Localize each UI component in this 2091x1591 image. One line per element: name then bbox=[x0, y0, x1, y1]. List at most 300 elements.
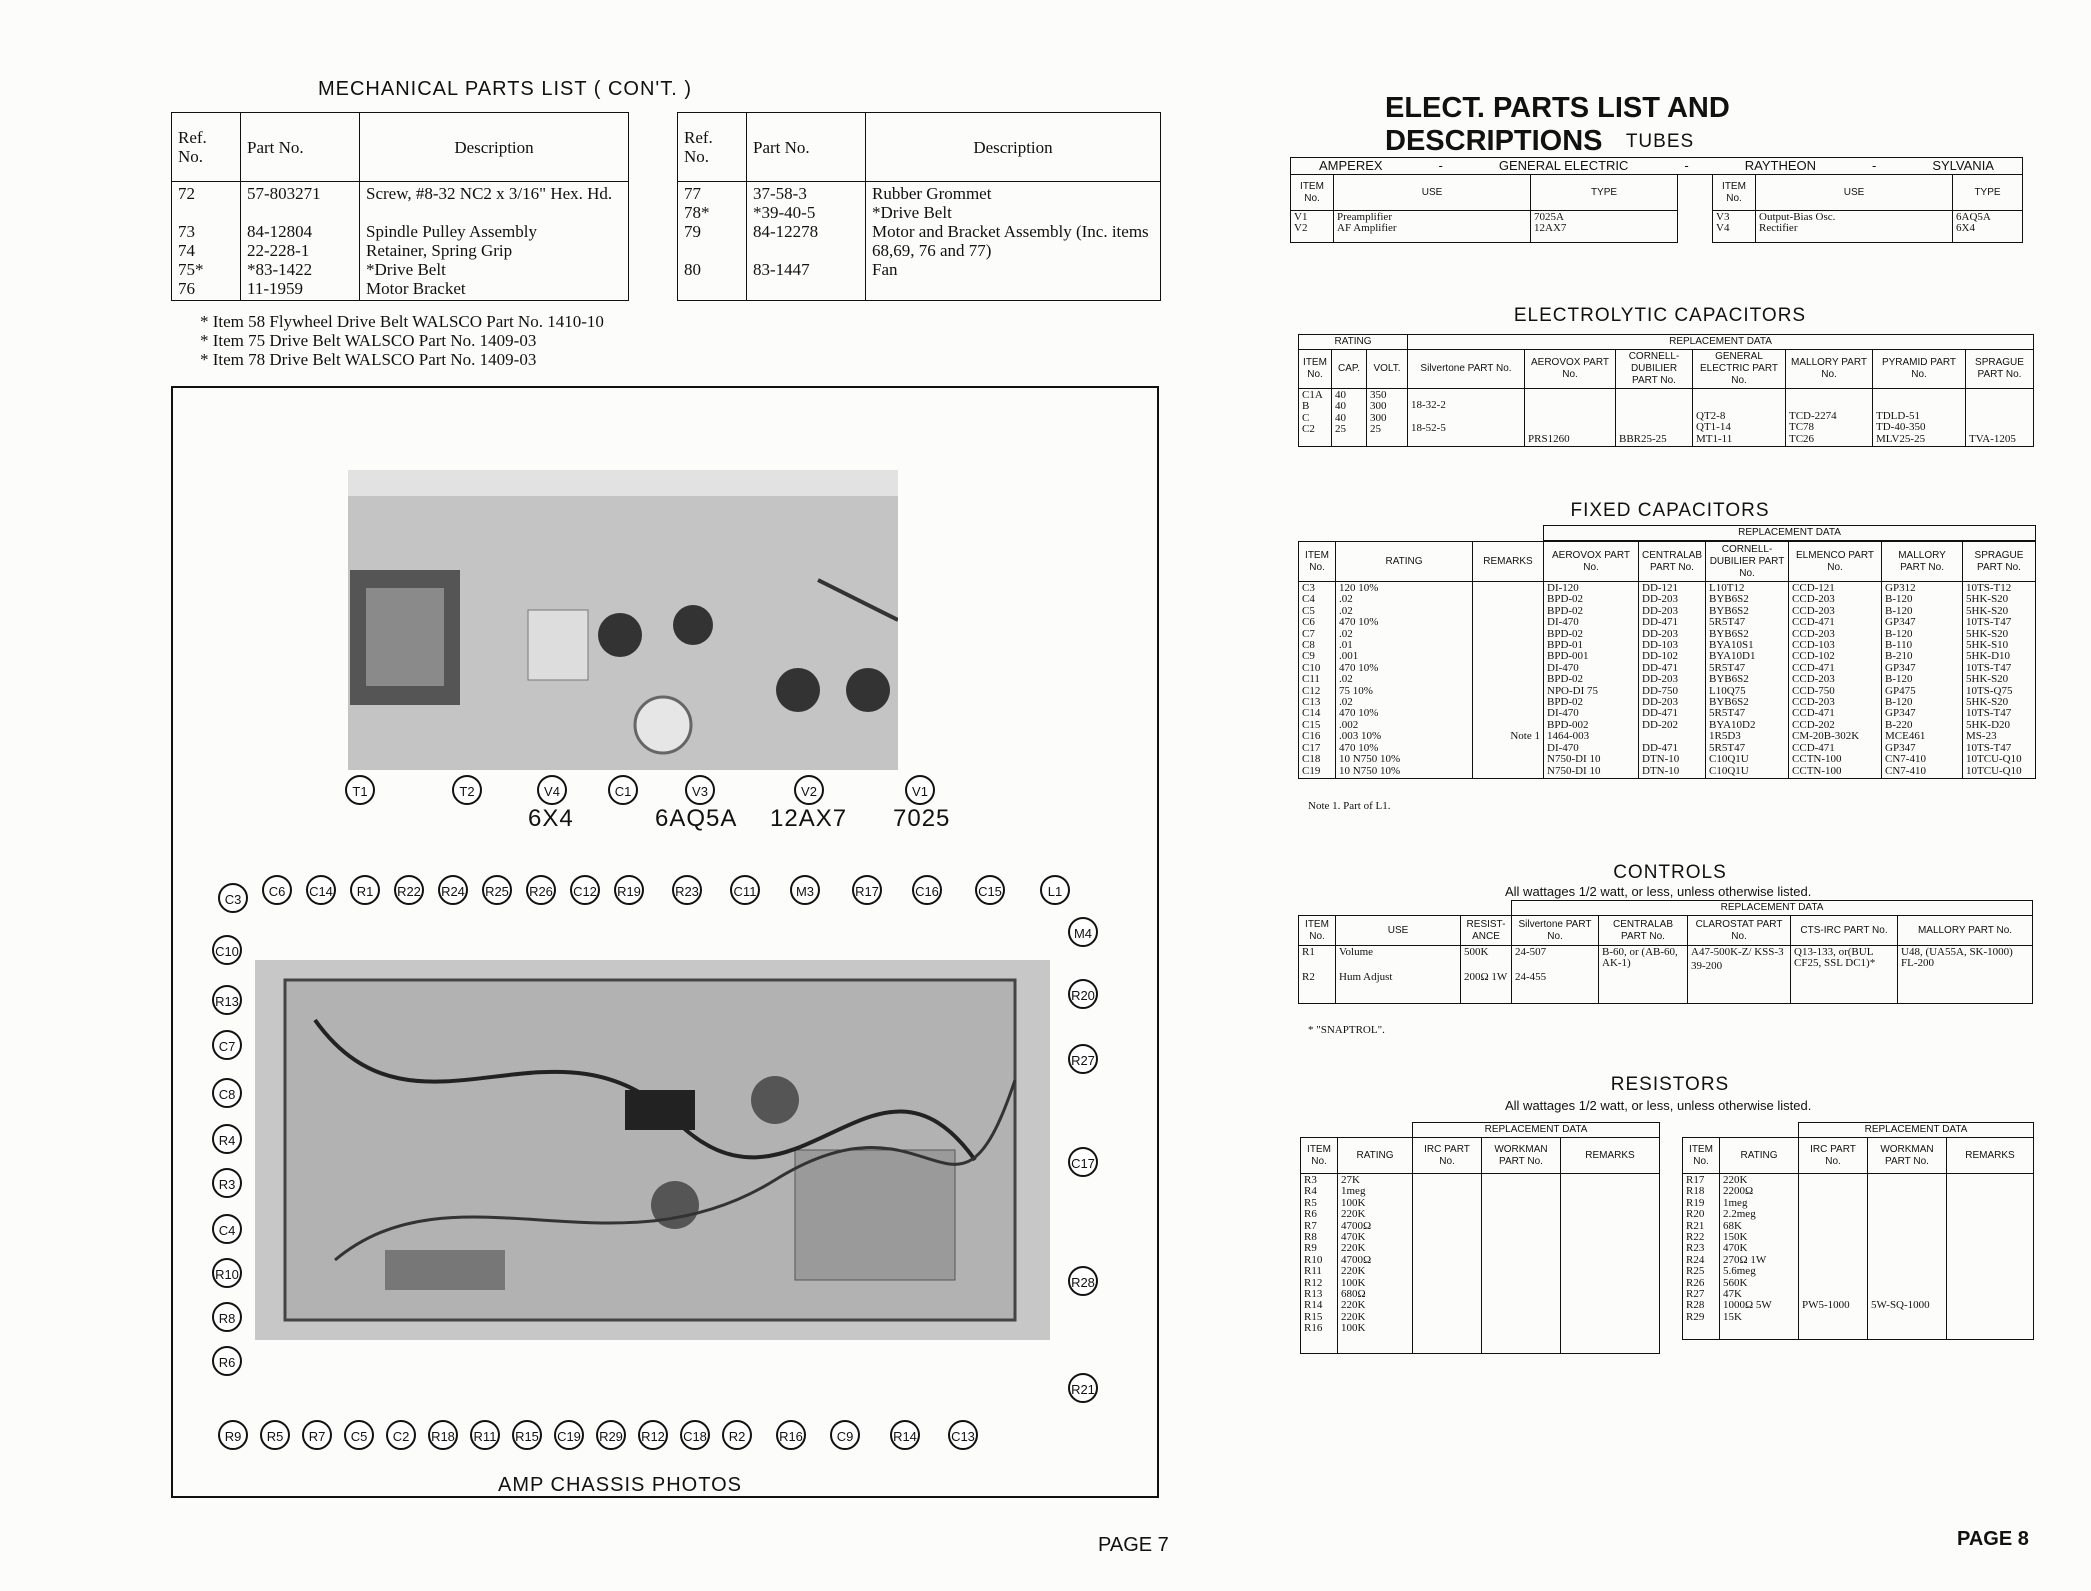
fixed-cell: C10 bbox=[1302, 661, 1321, 674]
resistor-rating: 680Ω bbox=[1341, 1288, 1366, 1301]
resistor-item: R5 bbox=[1304, 1196, 1317, 1209]
elect-main-title: ELECT. PARTS LIST AND DESCRIPTIONS bbox=[1385, 92, 1730, 157]
resistor-cell: 270Ω 1W bbox=[1723, 1253, 1767, 1266]
fixed-cell: 5HK-S20 bbox=[1966, 627, 2009, 640]
fixed-cell: B-210 bbox=[1885, 650, 1913, 663]
resistor-item: R8 bbox=[1304, 1231, 1317, 1244]
fixed-cell: C11 bbox=[1302, 673, 1320, 686]
header-part: Part No. bbox=[241, 113, 360, 182]
callout-C2: C2 bbox=[386, 1420, 416, 1450]
fixed-cell: DI-470 bbox=[1547, 741, 1579, 754]
resistor-item: R12 bbox=[1304, 1276, 1323, 1289]
callout-R23: R23 bbox=[672, 875, 702, 905]
resistor-rating: 1meg bbox=[1341, 1185, 1366, 1198]
fixed-cell: DD-203 bbox=[1642, 627, 1679, 640]
fixed-cell bbox=[1476, 743, 1540, 754]
resistor-cell: R24 bbox=[1686, 1253, 1705, 1266]
resistors-right-irc bbox=[1799, 1174, 1868, 1340]
fixed-cell: 5HK-S10 bbox=[1966, 639, 2009, 652]
tube-6AQ5A: 6AQ5A bbox=[655, 805, 738, 832]
resistor-rating: 220K bbox=[1341, 1208, 1366, 1221]
resistor-cell: R21 bbox=[1686, 1219, 1705, 1232]
fixed-cell: NPO-DI 75 bbox=[1547, 684, 1599, 697]
fixed-cell: C14 bbox=[1302, 707, 1321, 720]
header-ref-2: Ref. No. bbox=[678, 113, 747, 182]
fixed-cell bbox=[1476, 594, 1540, 605]
fixed-cell: C8 bbox=[1302, 639, 1315, 652]
fixed-cell: GP347 bbox=[1885, 707, 1916, 720]
callout-R21: R21 bbox=[1068, 1373, 1098, 1403]
resistors-right-table: REPLACEMENT DATA ITEM No. RATING IRC PART No. WORKMAN PART No. REMARKS R17 R18 R19 R20 R21 R22 R23 R24 R25 R26 R27 R28 R29 220K 2200Ω 1meg 2.2meg 68K 150K 470K 270Ω 1W 5.6meg 560K 47K 1000Ω 5W 15K PW5-1000 5W-SQ-1000 bbox=[1682, 1122, 2034, 1340]
fixed-cell: DI-470 bbox=[1547, 616, 1579, 629]
fixed-cell: DI-470 bbox=[1547, 661, 1579, 674]
callout-T2: T2 bbox=[452, 775, 482, 805]
chassis-bottom-drawing bbox=[255, 960, 1050, 1340]
callout-V2: V2 bbox=[794, 775, 824, 805]
resistor-cell: R18 bbox=[1686, 1185, 1705, 1198]
resistors-title: RESISTORS bbox=[1610, 1074, 1730, 1095]
mech-left-parts: 57-803271 84-12804 22-228-1 *83-1422 11-1959 bbox=[241, 182, 360, 301]
resistor-cell: R27 bbox=[1686, 1288, 1705, 1301]
resistor-cell: 150K bbox=[1723, 1231, 1748, 1244]
resistor-cell bbox=[1802, 1175, 1864, 1186]
resistor-rating: 220K bbox=[1341, 1299, 1366, 1312]
resistor-rating: 220K bbox=[1341, 1265, 1366, 1278]
fixed-cell: DD-471 bbox=[1642, 661, 1679, 674]
fixed-cell: DD-203 bbox=[1642, 593, 1679, 606]
callout-C8: C8 bbox=[212, 1078, 242, 1108]
fixed-cell: DI-470 bbox=[1547, 707, 1579, 720]
resistor-cell: R23 bbox=[1686, 1242, 1705, 1255]
fixed-cell: 5HK-D10 bbox=[1966, 650, 2011, 663]
mech-title: MECHANICAL PARTS LIST ( CON'T. ) bbox=[317, 78, 693, 100]
fixed-cell: C10Q1U bbox=[1709, 753, 1749, 766]
header-ref: Ref. No. bbox=[172, 113, 241, 182]
fixed-cell: BYA10D1 bbox=[1709, 650, 1756, 663]
electrolytic-table: RATING REPLACEMENT DATA ITEM No. CAP. VOLT. Silvertone PART No. AEROVOX PART No. CORNELL-DUBILIER PART No. GENERAL ELECTRIC PART No. MALLORY PART No. PYRAMID PART No. SPRAGUE PART No. C1A B C C2 40 40 40 25 350 300 300 25 18-32-2 18-52-5 PRS1260 BBR25-25 QT2-8 QT1-14 MT1-11 TCD-2274 TC78 TC26 TDLD-51 TD-40-350 MLV25-25 TVA-1205 bbox=[1298, 334, 2034, 447]
resistor-rating: 220K bbox=[1341, 1310, 1366, 1323]
resistor-rating: 100K bbox=[1341, 1276, 1366, 1289]
fixed-cell: CN7-410 bbox=[1885, 764, 1926, 777]
callout-C12: C12 bbox=[570, 875, 600, 905]
controls-subtitle: All wattages 1/2 watt, or less, unless otherwise listed. bbox=[1505, 884, 1812, 899]
fixed-cell: GP475 bbox=[1885, 684, 1916, 697]
fixed-cell: BPD-02 bbox=[1547, 604, 1584, 617]
fixed-cell: DD-471 bbox=[1642, 616, 1679, 629]
resistor-cell bbox=[1802, 1198, 1864, 1209]
fixed-col-centralab bbox=[1639, 582, 1706, 779]
fixed-cell: B-110 bbox=[1885, 639, 1913, 652]
fixed-cell: 5HK-S20 bbox=[1966, 593, 2009, 606]
fixed-cell: C16 bbox=[1302, 730, 1321, 743]
fixed-col-cd bbox=[1706, 582, 1789, 779]
resistor-cell: 560K bbox=[1723, 1276, 1748, 1289]
fixed-cell: .001 bbox=[1339, 650, 1359, 663]
fixed-cell: B-120 bbox=[1885, 673, 1913, 686]
resistor-cell: R19 bbox=[1686, 1196, 1705, 1209]
fixed-cell: 5R5T47 bbox=[1709, 707, 1746, 720]
resistor-cell: 470K bbox=[1723, 1242, 1748, 1255]
tube-6X4: 6X4 bbox=[528, 805, 574, 832]
fixed-cell: L10Q75 bbox=[1709, 684, 1746, 697]
note-3: * Item 78 Drive Belt WALSCO Part No. 1409-03 bbox=[200, 350, 537, 369]
callout-C10: C10 bbox=[212, 935, 242, 965]
fixed-cell: CCTN-100 bbox=[1792, 764, 1842, 777]
fixed-cell: DD-202 bbox=[1642, 718, 1679, 731]
callout-R25: R25 bbox=[482, 875, 512, 905]
resistor-rating: 470K bbox=[1341, 1231, 1366, 1244]
resistor-cell: 2.2meg bbox=[1723, 1208, 1756, 1221]
resistors-right-workman bbox=[1868, 1174, 1947, 1340]
fixed-col-elmenco bbox=[1789, 582, 1882, 779]
tubes-table: AMPEREX - GENERAL ELECTRIC - RAYTHEON - SYLVANIA ITEM No. USE TYPE ITEM No. USE TYPE V1 V2 Preamplifier AF Amplifier 7025A 12AX7 V3 V4 Output-Bias Osc. Rectifier 6AQ5A 6X4 bbox=[1290, 157, 2023, 243]
fixed-cell: BYB6S2 bbox=[1709, 604, 1749, 617]
electrolytic-title: ELECTROLYTIC CAPACITORS bbox=[1513, 305, 1807, 326]
callout-V4: V4 bbox=[537, 775, 567, 805]
header-part-2: Part No. bbox=[747, 113, 866, 182]
callout-R26: R26 bbox=[526, 875, 556, 905]
callout-R12: R12 bbox=[638, 1420, 668, 1450]
fixed-cell: DD-471 bbox=[1642, 741, 1679, 754]
fixed-cell: CCD-203 bbox=[1792, 604, 1835, 617]
resistors-right-items bbox=[1683, 1174, 1720, 1340]
fixed-cell: C12 bbox=[1302, 684, 1321, 697]
callout-R2: R2 bbox=[722, 1420, 752, 1450]
fixed-cell: B-120 bbox=[1885, 593, 1913, 606]
fixed-cell bbox=[1476, 686, 1540, 697]
fixed-cell: C3 bbox=[1302, 582, 1315, 594]
fixed-cell: 10 N750 10% bbox=[1339, 764, 1401, 777]
fixed-cell: DI-120 bbox=[1547, 582, 1579, 594]
fixed-cell: B-220 bbox=[1885, 718, 1913, 731]
resistor-item: R4 bbox=[1304, 1185, 1317, 1198]
resistor-cell: 15K bbox=[1723, 1310, 1742, 1323]
fixed-cell: DD-750 bbox=[1642, 684, 1679, 697]
fixed-cell: CCD-103 bbox=[1792, 639, 1835, 652]
fixed-col-sprague bbox=[1963, 582, 2036, 779]
resistor-item: R10 bbox=[1304, 1253, 1323, 1266]
fixed-cell: CCD-102 bbox=[1792, 650, 1835, 663]
fixed-cell: 5R5T47 bbox=[1709, 616, 1746, 629]
resistor-cell: 1meg bbox=[1723, 1196, 1748, 1209]
mech-right-descs: Rubber Grommet *Drive Belt Motor and Bracket Assembly (Inc. items 68,69, 76 and 77) Fan bbox=[866, 182, 1161, 301]
resistor-cell bbox=[1802, 1255, 1864, 1266]
fixed-cell: DD-203 bbox=[1642, 604, 1679, 617]
callout-R22: R22 bbox=[394, 875, 424, 905]
controls-title: CONTROLS bbox=[1613, 862, 1727, 883]
fixed-cell: DTN-10 bbox=[1642, 753, 1680, 766]
resistor-cell: 220K bbox=[1723, 1174, 1748, 1186]
fixed-cell: .002 bbox=[1339, 718, 1359, 731]
fixed-col-aerovox bbox=[1544, 582, 1639, 779]
callout-T1: T1 bbox=[345, 775, 375, 805]
fixed-cell bbox=[1476, 583, 1540, 594]
callout-C19: C19 bbox=[554, 1420, 584, 1450]
fixed-cell: Note 1 bbox=[1510, 730, 1540, 743]
fixed-cell: 5HK-S20 bbox=[1966, 604, 2009, 617]
fixed-cell: 10TS-T47 bbox=[1966, 661, 2012, 674]
fixed-cell: C19 bbox=[1302, 764, 1321, 777]
fixed-cell: 1R5D3 bbox=[1709, 730, 1741, 743]
fixed-cell: B-120 bbox=[1885, 627, 1913, 640]
fixed-col-item bbox=[1299, 582, 1336, 779]
callout-R28: R28 bbox=[1068, 1266, 1098, 1296]
resistors-right-ratings bbox=[1720, 1174, 1799, 1340]
callout-R15: R15 bbox=[512, 1420, 542, 1450]
callout-C9: C9 bbox=[830, 1420, 860, 1450]
resistor-cell bbox=[1802, 1221, 1864, 1232]
mech-right-refs: 77 78* 79 80 bbox=[678, 182, 747, 301]
fixed-cell: B-120 bbox=[1885, 604, 1913, 617]
fixed-cell: 5HK-S20 bbox=[1966, 696, 2009, 709]
resistor-cell: 5W-SQ-1000 bbox=[1871, 1299, 1930, 1312]
callout-R5: R5 bbox=[260, 1420, 290, 1450]
fixed-cell: C5 bbox=[1302, 604, 1315, 617]
resistor-cell: R25 bbox=[1686, 1265, 1705, 1278]
fixed-cell: CCD-202 bbox=[1792, 718, 1835, 731]
resistors-left-items bbox=[1301, 1174, 1338, 1354]
fixed-cell: N750-DI 10 bbox=[1547, 753, 1601, 766]
resistors-left-ratings bbox=[1338, 1174, 1413, 1354]
fixed-cell: C7 bbox=[1302, 627, 1315, 640]
callout-C6: C6 bbox=[262, 875, 292, 905]
fixed-note: Note 1. Part of L1. bbox=[1308, 800, 1391, 812]
photo-caption: AMP CHASSIS PHOTOS bbox=[498, 1474, 742, 1496]
fixed-cell: BPD-001 bbox=[1547, 650, 1589, 663]
callout-M4: M4 bbox=[1068, 917, 1098, 947]
fixed-capacitors-title: FIXED CAPACITORS bbox=[1570, 500, 1770, 521]
resistor-item: R9 bbox=[1304, 1242, 1317, 1255]
callout-L1: L1 bbox=[1040, 875, 1070, 905]
fixed-cell bbox=[1642, 731, 1702, 742]
fixed-cell bbox=[1476, 674, 1540, 685]
header-description-2: Description bbox=[866, 113, 1161, 182]
fixed-cell: CCD-750 bbox=[1792, 684, 1835, 697]
resistor-cell bbox=[1802, 1243, 1864, 1254]
fixed-cell: BPD-02 bbox=[1547, 673, 1584, 686]
fixed-cell: BYA10S1 bbox=[1709, 639, 1754, 652]
resistor-cell bbox=[1871, 1255, 1943, 1266]
resistors-subtitle: All wattages 1/2 watt, or less, unless otherwise listed. bbox=[1505, 1098, 1812, 1113]
fixed-cell bbox=[1476, 606, 1540, 617]
resistor-rating: 27K bbox=[1341, 1174, 1360, 1186]
fixed-cell: 470 10% bbox=[1339, 661, 1379, 674]
fixed-cell: BYB6S2 bbox=[1709, 696, 1749, 709]
fixed-cell: DTN-10 bbox=[1642, 764, 1680, 777]
resistor-item: R3 bbox=[1304, 1174, 1317, 1186]
fixed-cell bbox=[1476, 663, 1540, 674]
fixed-col-remarks bbox=[1473, 582, 1544, 779]
fixed-cell: CM-20B-302K bbox=[1792, 730, 1860, 743]
fixed-cell bbox=[1476, 651, 1540, 662]
callout-R14: R14 bbox=[890, 1420, 920, 1450]
fixed-cell: BPD-02 bbox=[1547, 627, 1584, 640]
fixed-cell: 470 10% bbox=[1339, 741, 1379, 754]
resistor-cell: 1000Ω 5W bbox=[1723, 1299, 1772, 1312]
callout-R17: R17 bbox=[852, 875, 882, 905]
note-1: * Item 58 Flywheel Drive Belt WALSCO Part No. 1410-10 bbox=[200, 312, 604, 331]
callout-R6: R6 bbox=[212, 1346, 242, 1376]
callout-M3: M3 bbox=[790, 875, 820, 905]
fixed-cell: 470 10% bbox=[1339, 707, 1379, 720]
mech-parts-table bbox=[171, 112, 1161, 301]
fixed-cell: .02 bbox=[1339, 627, 1353, 640]
fixed-cell: DD-203 bbox=[1642, 696, 1679, 709]
mech-right-parts: 37-58-3 *39-40-5 84-12278 83-1447 bbox=[747, 182, 866, 301]
header-description: Description bbox=[360, 113, 629, 182]
resistor-cell: 68K bbox=[1723, 1219, 1742, 1232]
fixed-col-rating bbox=[1336, 582, 1473, 779]
fixed-cell: L10T12 bbox=[1709, 582, 1745, 594]
callout-C1: C1 bbox=[608, 775, 638, 805]
resistor-cell: 2200Ω bbox=[1723, 1185, 1754, 1198]
callout-R20: R20 bbox=[1068, 979, 1098, 1009]
resistor-rating: 4700Ω bbox=[1341, 1219, 1372, 1232]
fixed-cell: 120 10% bbox=[1339, 582, 1379, 594]
fixed-cell: C13 bbox=[1302, 696, 1321, 709]
resistor-item: R15 bbox=[1304, 1310, 1323, 1323]
fixed-cell: CN7-410 bbox=[1885, 753, 1926, 766]
resistors-left-table: REPLACEMENT DATA ITEM No. RATING IRC PART No. WORKMAN PART No. REMARKS R3 R4 R5 R6 R7 R8 R9 R10 R11 R12 R13 R14 R15 R16 27K 1meg 100K 220K 4700Ω 470K 220K 4700Ω 220K 100K 680Ω 220K 220K 100K bbox=[1300, 1122, 1660, 1354]
chassis-bottom-photo bbox=[255, 960, 1050, 1340]
resistor-cell: 5.6meg bbox=[1723, 1265, 1756, 1278]
resistor-cell: R22 bbox=[1686, 1231, 1705, 1244]
fixed-cell: CCD-471 bbox=[1792, 707, 1835, 720]
callout-C13: C13 bbox=[948, 1420, 978, 1450]
resistor-cell bbox=[1802, 1312, 1864, 1323]
fixed-cell: 10 N750 10% bbox=[1339, 753, 1401, 766]
callout-C15: C15 bbox=[975, 875, 1005, 905]
resistor-item: R14 bbox=[1304, 1299, 1323, 1312]
fixed-cell: CCD-203 bbox=[1792, 696, 1835, 709]
fixed-cell: 10TCU-Q10 bbox=[1966, 753, 2022, 766]
resistor-cell bbox=[1802, 1186, 1864, 1197]
mech-left-refs: 72 73 74 75* 76 bbox=[172, 182, 241, 301]
fixed-cell: .02 bbox=[1339, 604, 1353, 617]
note-2: * Item 75 Drive Belt WALSCO Part No. 1409-03 bbox=[200, 331, 537, 350]
resistor-item: R16 bbox=[1304, 1322, 1323, 1335]
resistor-cell bbox=[1871, 1278, 1943, 1289]
callout-R13: R13 bbox=[212, 985, 242, 1015]
fixed-cell: CCD-203 bbox=[1792, 593, 1835, 606]
page-number-8: PAGE 8 bbox=[1957, 1528, 2029, 1550]
fixed-cell: CCD-471 bbox=[1792, 616, 1835, 629]
fixed-cell: C6 bbox=[1302, 616, 1315, 629]
fixed-cell: 1464-003 bbox=[1547, 730, 1590, 743]
resistor-cell: R29 bbox=[1686, 1310, 1705, 1323]
fixed-cell: DD-471 bbox=[1642, 707, 1679, 720]
callout-R18: R18 bbox=[428, 1420, 458, 1450]
callout-R8: R8 bbox=[212, 1302, 242, 1332]
fixed-cell: CCD-471 bbox=[1792, 661, 1835, 674]
resistor-cell bbox=[1871, 1198, 1943, 1209]
resistor-rating: 4700Ω bbox=[1341, 1253, 1372, 1266]
callout-C5: C5 bbox=[344, 1420, 374, 1450]
fixed-cell: .02 bbox=[1339, 593, 1353, 606]
fixed-cell: BPD-02 bbox=[1547, 696, 1584, 709]
callout-V1: V1 bbox=[905, 775, 935, 805]
fixed-cell: DD-203 bbox=[1642, 673, 1679, 686]
callout-R1: R1 bbox=[350, 875, 380, 905]
fixed-cell: GP312 bbox=[1885, 582, 1916, 594]
resistor-cell bbox=[1802, 1209, 1864, 1220]
fixed-cell: 5HK-S20 bbox=[1966, 673, 2009, 686]
fixed-cell: BYB6S2 bbox=[1709, 593, 1749, 606]
fixed-cell: C4 bbox=[1302, 593, 1315, 606]
fixed-cell: C9 bbox=[1302, 650, 1315, 663]
resistor-cell bbox=[1871, 1186, 1943, 1197]
fixed-cell bbox=[1476, 640, 1540, 651]
callout-R4: R4 bbox=[212, 1124, 242, 1154]
page-number-7: PAGE 7 bbox=[1098, 1534, 1169, 1556]
fixed-cell: B-120 bbox=[1885, 696, 1913, 709]
fixed-cell: C15 bbox=[1302, 718, 1321, 731]
callout-C18: C18 bbox=[680, 1420, 710, 1450]
chassis-top-drawing bbox=[348, 470, 898, 770]
resistor-cell: R28 bbox=[1686, 1299, 1705, 1312]
tube-7025: 7025 bbox=[893, 805, 951, 832]
resistor-item: R6 bbox=[1304, 1208, 1317, 1221]
fixed-cell bbox=[1476, 697, 1540, 708]
fixed-cell: 5HK-D20 bbox=[1966, 718, 2011, 731]
fixed-cell: CCD-121 bbox=[1792, 582, 1835, 594]
resistor-item: R11 bbox=[1304, 1265, 1322, 1278]
callout-R7: R7 bbox=[302, 1420, 332, 1450]
fixed-cell: C17 bbox=[1302, 741, 1321, 754]
fixed-cell: BPD-02 bbox=[1547, 593, 1584, 606]
controls-table: REPLACEMENT DATA ITEM No. USE RESIST-ANCE Silvertone PART No. CENTRALAB PART No. CLAROSTAT PART No. CTS-IRC PART No. MALLORY PART No. R1 R2 Volume Hum Adjust 500K 200Ω 1W 24-507 24-455 B-60, or (AB-60, AK-1) A47-500K-Z/ KSS-3 39-200 Q13-133, or(BUL CF25, SSL DC1)* U48, (UA55A, SK-1000) FL-200 bbox=[1298, 900, 2033, 1004]
resistor-item: R7 bbox=[1304, 1219, 1317, 1232]
resistor-cell bbox=[1871, 1312, 1943, 1323]
callout-R19: R19 bbox=[614, 875, 644, 905]
resistor-cell bbox=[1871, 1232, 1943, 1243]
callout-C7: C7 bbox=[212, 1030, 242, 1060]
callout-R16: R16 bbox=[776, 1420, 806, 1450]
fixed-cell bbox=[1476, 754, 1540, 765]
fixed-cell bbox=[1476, 617, 1540, 628]
resistor-cell bbox=[1802, 1232, 1864, 1243]
fixed-cell: CCTN-100 bbox=[1792, 753, 1842, 766]
fixed-cell: DD-121 bbox=[1642, 582, 1679, 594]
resistor-cell bbox=[1871, 1175, 1943, 1186]
fixed-cell: 470 10% bbox=[1339, 616, 1379, 629]
fixed-cell: BPD-002 bbox=[1547, 718, 1589, 731]
fixed-cell: 75 10% bbox=[1339, 684, 1373, 697]
callout-R11: R11 bbox=[470, 1420, 500, 1450]
fixed-cell: 10TS-T47 bbox=[1966, 707, 2012, 720]
fixed-cell: BYB6S2 bbox=[1709, 627, 1749, 640]
fixed-col-mallory bbox=[1882, 582, 1963, 779]
callout-R10: R10 bbox=[212, 1258, 242, 1288]
callout-C11: C11 bbox=[730, 875, 760, 905]
fixed-cell: 5R5T47 bbox=[1709, 661, 1746, 674]
fixed-cell: 10TS-T12 bbox=[1966, 582, 2012, 594]
fixed-cell: GP347 bbox=[1885, 616, 1916, 629]
fixed-cell: C10Q1U bbox=[1709, 764, 1749, 777]
resistor-cell: PW5-1000 bbox=[1802, 1299, 1850, 1312]
resistor-rating: 100K bbox=[1341, 1196, 1366, 1209]
callout-R9: R9 bbox=[218, 1420, 248, 1450]
fixed-cell: BPD-01 bbox=[1547, 639, 1584, 652]
fixed-cell: MS-23 bbox=[1966, 730, 1997, 743]
fixed-cell: CCD-471 bbox=[1792, 741, 1835, 754]
fixed-cell: .02 bbox=[1339, 673, 1353, 686]
resistor-cell bbox=[1802, 1266, 1864, 1277]
fixed-cell: .01 bbox=[1339, 639, 1353, 652]
fixed-cell: 10TS-T47 bbox=[1966, 741, 2012, 754]
fixed-cell: DD-102 bbox=[1642, 650, 1679, 663]
resistor-cell bbox=[1871, 1221, 1943, 1232]
